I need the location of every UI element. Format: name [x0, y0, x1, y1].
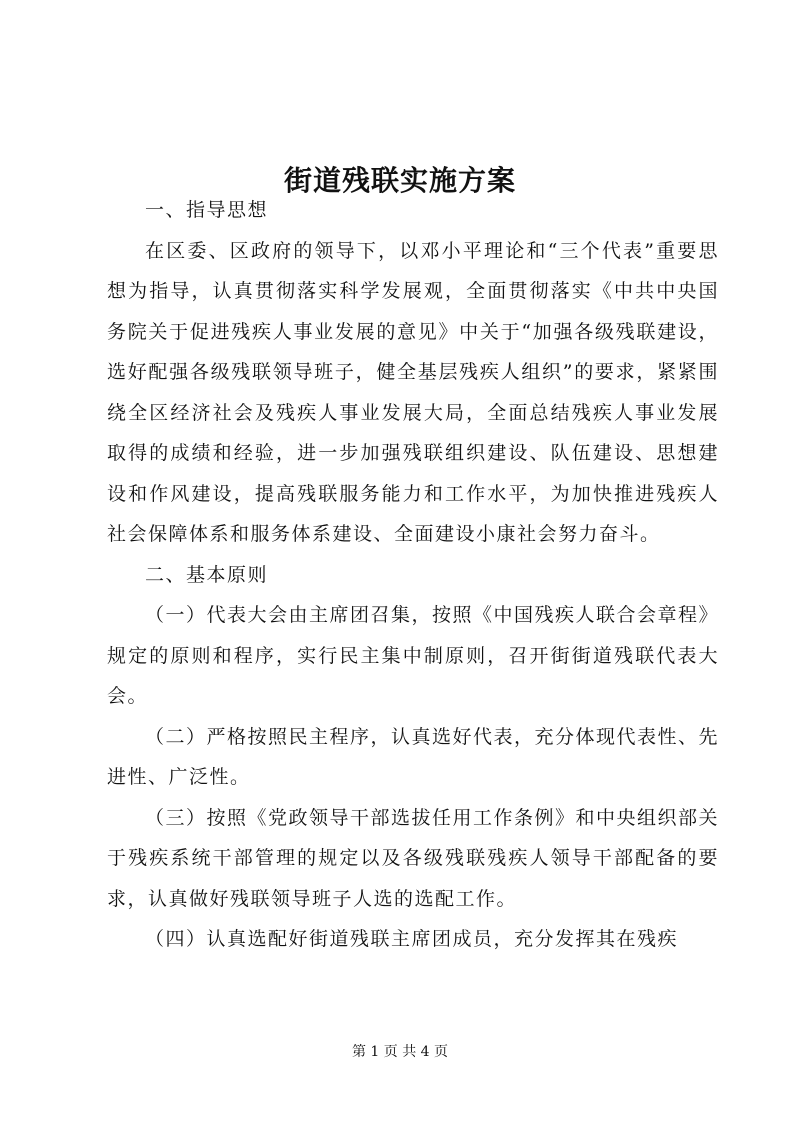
- document-title: 街道残联实施方案: [283, 163, 516, 197]
- section-heading-guiding-thought: 一、指导思想: [145, 199, 269, 221]
- paragraph-guiding-thought: 在区委、区政府的领导下，以邓小平理论和“三个代表”重要思想为指导，认真贯彻落实科学发展观，全面贯彻落实《中共中央国务院关于促进残疾人事业发展的意见》中关于“加强各级残联建设，选好配强各级残联领导班子，健全基层残疾人组织”的要求，紧紧围绕全区经济社会及残疾人事业发展大局，全面总结残疾人事业发展取得的成绩和经验，进一步加强残联组织建设、队伍建设、思想建设和作风建设，提高残联服务能力和工作水平，为加快推进残疾人社会保障体系和服务体系建设、全面建设小康社会努力奋斗。: [107, 239, 719, 545]
- paragraph-principle-2: （二）严格按照民主程序，认真选好代表，充分体现代表性、先进性、广泛性。: [107, 725, 720, 788]
- page-footer: 第 1 页 共 4 页: [351, 1044, 449, 1060]
- paragraph-principle-3: （三）按照《党政领导干部选拔任用工作条例》和中央组织部关于残疾系统干部管理的规定以及各级残联残疾人领导干部配备的要求，认真做好残联领导班子人选的选配工作。: [107, 806, 720, 910]
- paragraph-principle-4: （四）认真选配好街道残联主席团成员，充分发挥其在残疾: [145, 928, 679, 950]
- document-body: [107, 190, 719, 960]
- section-heading-basic-principles: 二、基本原则: [145, 563, 269, 586]
- paragraph-principle-1: （一）代表大会由主席团召集，按照《中国残疾人联合会章程》规定的原则和程序，实行民主集中制原则，召开街街道残联代表大会。: [107, 604, 720, 707]
